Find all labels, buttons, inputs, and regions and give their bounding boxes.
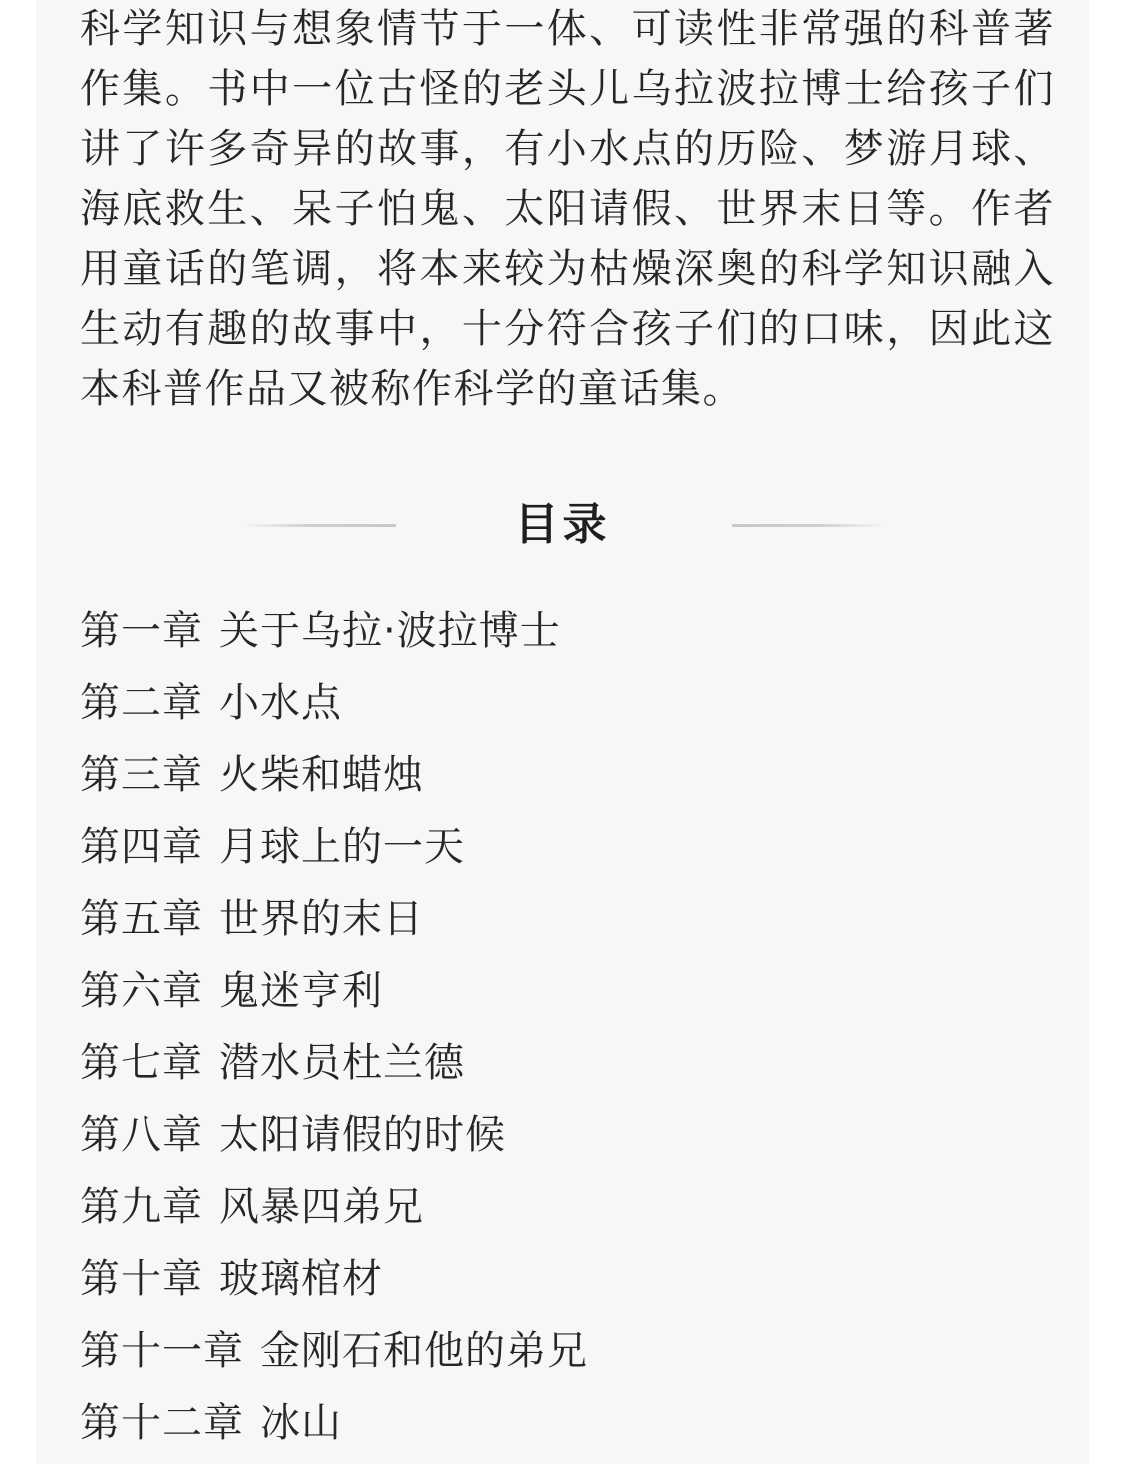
- chapter-number: 第十一章: [80, 1328, 244, 1374]
- chapter-title: 鬼迷亨利: [219, 968, 383, 1014]
- toc-divider-right: [732, 524, 888, 527]
- chapter-title: 火柴和蜡烛: [219, 752, 424, 798]
- chapter-title: 金刚石和他的弟兄: [260, 1328, 588, 1374]
- chapter-title: 小水点: [219, 680, 342, 726]
- chapter-number: 第十二章: [80, 1400, 244, 1446]
- toc-list: [80, 595, 588, 1459]
- chapter-title: 月球上的一天: [219, 824, 465, 870]
- toc-item-chapter-7[interactable]: [80, 1027, 588, 1099]
- toc-item-chapter-10[interactable]: [80, 1243, 588, 1315]
- toc-item-chapter-12[interactable]: [80, 1387, 588, 1459]
- toc-item-chapter-11[interactable]: [80, 1315, 588, 1387]
- toc-item-chapter-8[interactable]: [80, 1099, 588, 1171]
- toc-header: [36, 492, 1089, 558]
- content-panel: [36, 0, 1089, 1464]
- chapter-number: 第一章: [80, 608, 203, 654]
- chapter-title: 冰山: [260, 1400, 342, 1446]
- toc-item-chapter-2[interactable]: [80, 667, 588, 739]
- chapter-number: 第十章: [80, 1256, 203, 1302]
- chapter-number: 第七章: [80, 1040, 203, 1086]
- chapter-number: 第四章: [80, 824, 203, 870]
- chapter-title: 太阳请假的时候: [219, 1112, 506, 1158]
- book-intro-text: 科学知识与想象情节于一体、可读性非常强的科普著作集。书中一位古怪的老头儿乌拉波拉博士给孩子们讲了许多奇异的故事，有小水点的历险、梦游月球、海底救生、呆子怕鬼、太阳请假、世界末日等。作者用童话的笔调，将本来较为枯燥深奥的科学知识融入生动有趣的故事中，十分符合孩子们的口味，因此这本科普作品又被称作科学的童话集。: [80, 6, 1055, 412]
- chapter-title: 风暴四弟兄: [219, 1184, 424, 1230]
- chapter-title: 潜水员杜兰德: [219, 1040, 465, 1086]
- chapter-title: 世界的末日: [219, 896, 424, 942]
- chapter-number: 第九章: [80, 1184, 203, 1230]
- chapter-number: 第六章: [80, 968, 203, 1014]
- toc-item-chapter-1[interactable]: [80, 595, 588, 667]
- chapter-number: 第三章: [80, 752, 203, 798]
- chapter-title: 关于乌拉·波拉博士: [219, 608, 561, 654]
- chapter-title: 玻璃棺材: [219, 1256, 383, 1302]
- chapter-number: 第五章: [80, 896, 203, 942]
- toc-title: 目录: [514, 499, 611, 550]
- toc-item-chapter-5[interactable]: [80, 883, 588, 955]
- toc-item-chapter-9[interactable]: [80, 1171, 588, 1243]
- toc-item-chapter-3[interactable]: [80, 739, 588, 811]
- toc-item-chapter-6[interactable]: [80, 955, 588, 1027]
- chapter-number: 第八章: [80, 1112, 203, 1158]
- chapter-number: 第二章: [80, 680, 203, 726]
- toc-item-chapter-4[interactable]: [80, 811, 588, 883]
